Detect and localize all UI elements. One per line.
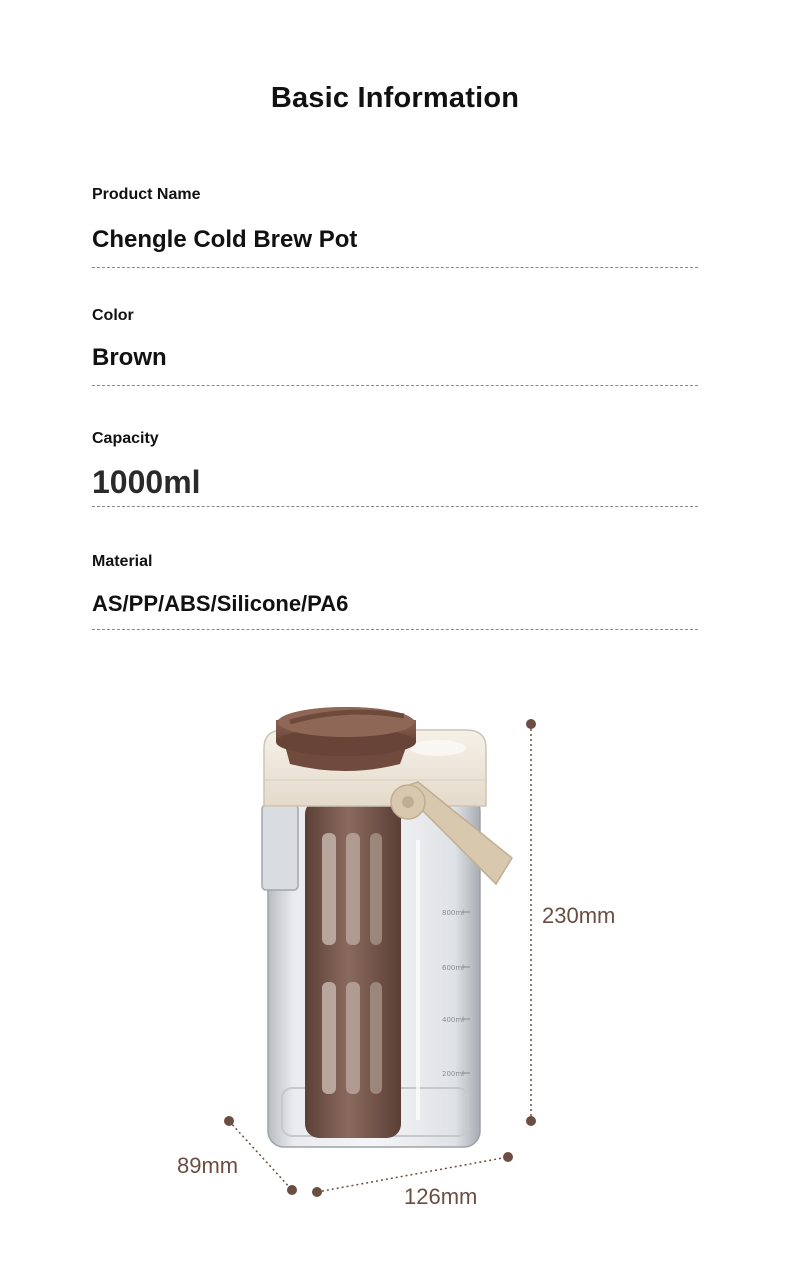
scale-mark-200: 200ml <box>442 1070 465 1078</box>
field-value: Chengle Cold Brew Pot <box>92 226 358 253</box>
field-label: Material <box>92 553 153 570</box>
field-value: AS/PP/ABS/Silicone/PA6 <box>92 591 349 616</box>
height-label: 230mm <box>542 903 616 928</box>
field-label: Product Name <box>92 186 201 203</box>
height-dimension-line <box>526 719 536 1126</box>
scale-mark-600: 600ml <box>442 964 465 972</box>
field-label: Capacity <box>92 430 159 447</box>
field-label: Color <box>92 307 134 324</box>
field-value: 1000ml <box>92 464 201 500</box>
filter-core <box>305 800 401 1138</box>
scale-mark-400: 400ml <box>442 1016 465 1024</box>
page-title: Basic Information <box>270 82 520 114</box>
width-label: 126mm <box>404 1184 478 1209</box>
brew-lid <box>276 707 416 771</box>
field-value: Brown <box>92 344 167 371</box>
scale-mark-800: 800ml <box>442 909 465 917</box>
depth-label: 89mm <box>177 1153 239 1178</box>
